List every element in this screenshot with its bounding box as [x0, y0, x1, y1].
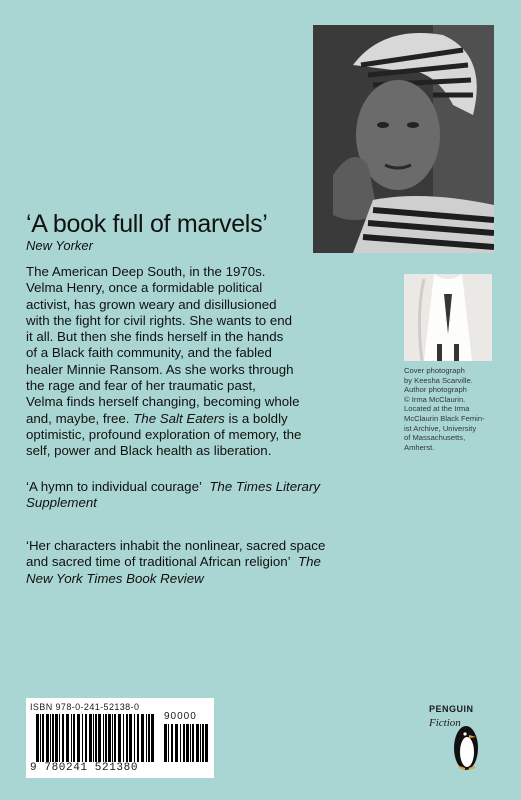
barcode-bar — [62, 714, 64, 762]
barcode-bar — [112, 714, 113, 762]
barcode-bar — [164, 724, 167, 762]
barcode-bar — [93, 714, 94, 762]
blurb-line: of a Black faith community, and the fabled — [26, 345, 272, 361]
barcode-bar — [129, 714, 132, 762]
barcode-bar — [52, 714, 54, 762]
barcode-bar — [183, 724, 185, 762]
blurb-line: the rage and fear of her traumatic past, — [26, 378, 256, 394]
barcode-bar — [85, 714, 87, 762]
barcode-bar — [202, 724, 204, 762]
barcode-bar — [190, 724, 191, 762]
credit-line: Author photograph — [404, 385, 467, 395]
quote-text: ‘A hymn to individual courage’ — [26, 479, 202, 494]
barcode-bar — [205, 724, 208, 762]
barcode-bar — [134, 714, 135, 762]
photo-credits — [404, 366, 504, 452]
barcode-bar — [123, 714, 124, 762]
barcode-bar — [175, 724, 178, 762]
barcode-bar — [114, 714, 116, 762]
credit-line: ist Archive, University — [404, 423, 477, 433]
barcode-digits: 9 780241 521380 — [30, 762, 139, 774]
barcode-bar — [98, 714, 101, 762]
credit-line: by Keesha Scarville. — [404, 375, 473, 385]
barcode-bars — [36, 714, 156, 762]
barcode-bar — [77, 714, 80, 762]
barcode-bar — [192, 724, 194, 762]
barcode-bar — [66, 714, 69, 762]
barcode-bar — [40, 714, 41, 762]
barcode-bar — [168, 724, 169, 762]
book-title: The Salt Eaters — [133, 410, 225, 426]
blurb-line: it all. But then she finds herself in the hands — [26, 329, 284, 345]
credit-line: Amherst. — [404, 442, 435, 452]
blurb-line: The American Deep South, in the 1970s. — [26, 264, 266, 279]
barcode-bar — [59, 714, 60, 762]
barcode-bar — [73, 714, 75, 762]
barcode-bar — [71, 714, 72, 762]
quote-source: The Times Literary Supplement — [26, 479, 321, 511]
barcode-bar — [196, 724, 199, 762]
blurb-text: Velma finds herself changing, becoming whole and, maybe, free. — [26, 394, 300, 426]
blurb-line: with the fight for civil rights. She wants to end — [26, 312, 293, 328]
barcode-bar — [82, 714, 83, 762]
barcode-bar — [42, 714, 44, 762]
price-code: 90000 — [164, 711, 197, 722]
author-photo — [313, 25, 494, 253]
blurb-line: activist, has grown weary and disillusioned — [26, 296, 277, 312]
barcode-bar — [46, 714, 49, 762]
review-quote-2 — [26, 538, 336, 587]
headline-source: New Yorker — [26, 238, 93, 253]
quote-text: ‘Her characters inhabit the nonlinear, sacred space and sacred time of traditional African religion’ — [26, 538, 326, 570]
barcode-bar — [95, 714, 97, 762]
barcode-bar — [141, 714, 144, 762]
credit-line: Located at the Irma — [404, 404, 470, 414]
quote-source: The New York Times Book Review — [26, 554, 321, 586]
barcode-bar — [118, 714, 121, 762]
barcode-bar — [108, 714, 111, 762]
credit-line: of Massachusetts, — [404, 433, 466, 443]
barcode-bar — [126, 714, 128, 762]
barcode-bar — [200, 724, 201, 762]
barcode-bar — [89, 714, 92, 762]
barcode-bar — [103, 714, 104, 762]
barcode-bar — [151, 714, 154, 762]
publisher-name: PENGUIN — [429, 704, 474, 714]
blurb-line: Velma Henry, once a formidable political — [26, 280, 263, 296]
barcode-bar — [137, 714, 139, 762]
credit-line: Cover photograph — [404, 366, 465, 375]
barcode-bar — [180, 724, 181, 762]
barcode-panel — [26, 698, 214, 778]
barcode-bar — [105, 714, 107, 762]
barcode-bar — [171, 724, 173, 762]
headline-quote: ‘A book full of marvels’ — [26, 210, 268, 238]
credit-line: © Irma McClaurin. — [404, 394, 466, 404]
book-description — [26, 264, 316, 460]
barcode-bar — [186, 724, 189, 762]
blurb-text: is a boldly optimistic, profound exploration of memory, the self, power and Black health as liberation. — [26, 410, 302, 459]
barcode-bar — [55, 714, 58, 762]
penguin-logo-icon — [453, 725, 479, 771]
barcode-bar — [146, 714, 147, 762]
blurb-line: healer Minnie Ransom. As she works through — [26, 361, 294, 377]
isbn-label: ISBN 978-0-241-52138-0 — [30, 702, 140, 712]
cover-photo-thumbnail — [404, 274, 492, 361]
barcode-bar — [36, 714, 39, 762]
barcode-bar — [148, 714, 150, 762]
barcode-addon-bars — [164, 724, 208, 762]
credit-line: McClaurin Black Femin- — [404, 413, 485, 423]
barcode-bar — [50, 714, 51, 762]
series-name: Fiction — [429, 717, 461, 729]
review-quote-1 — [26, 479, 326, 512]
